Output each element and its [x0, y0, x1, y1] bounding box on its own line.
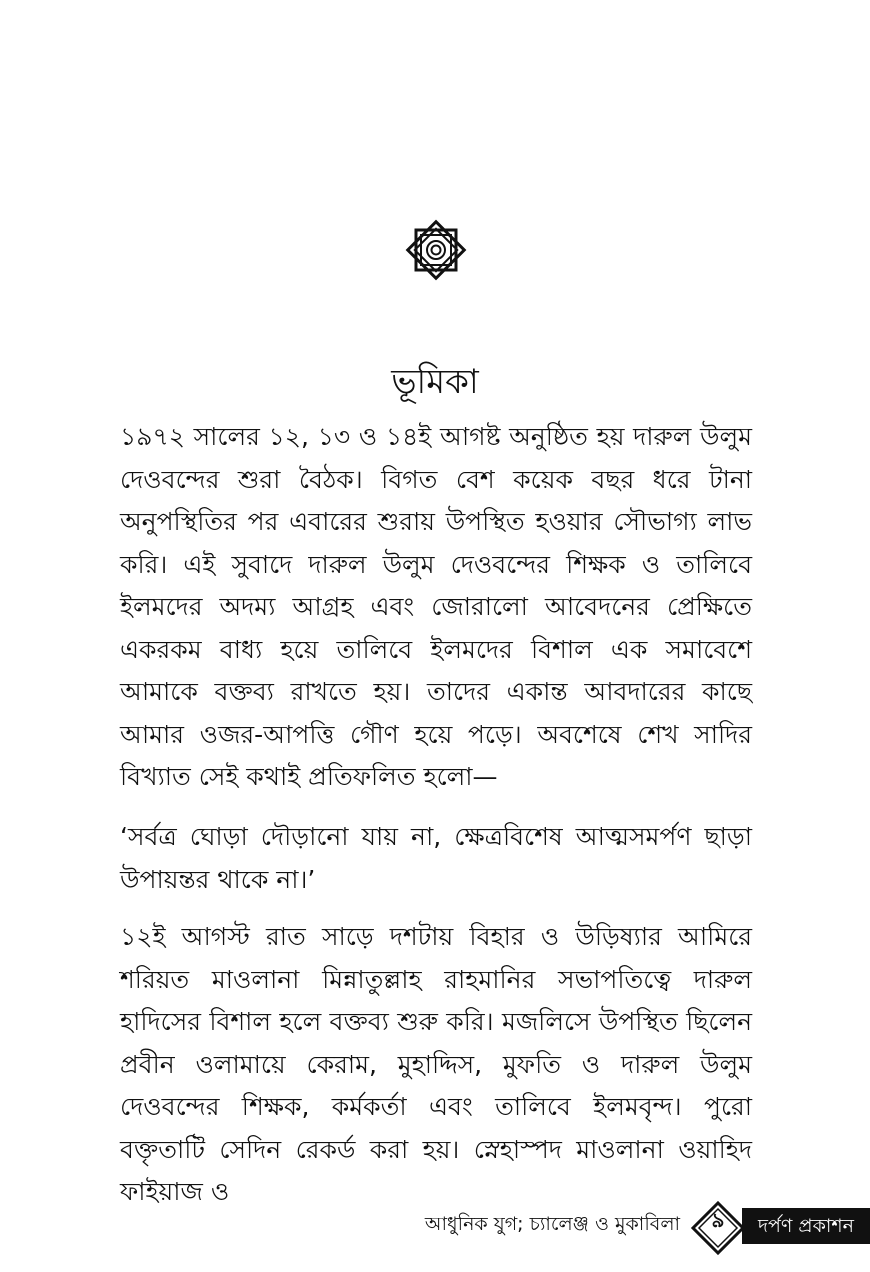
publisher-label: দর্পণ প্রকাশন [742, 1208, 870, 1244]
quote-paragraph: ‘সর্বত্র ঘোড়া দৌড়ানো যায় না, ক্ষেত্রবিশেষ আত্মসমর্পণ ছাড়া উপায়ন্তর থাকে না।’ [120, 822, 752, 894]
footer-book-title: আধুনিক যুগ; চ্যালেঞ্জ ও মুকাবিলা [424, 1213, 680, 1235]
ornament-icon [400, 214, 472, 286]
page-number: ৯ [711, 1208, 725, 1232]
paragraph: ১২ই আগস্ট রাত সাড়ে দশটায় বিহার ও উড়িষ্যার আমিরে শরিয়ত মাওলানা মিন্নাতুল্লাহ রাহমানির সভাপতিত্বে দারুল হাদিসের বিশাল হলে বক্তব্য শুরু করি। মজলিসে উপস্থিত ছিলেন প্রবীন ওলামায়ে কেরাম, মুহাদ্দিস, মুফতি ও দারুল উলুম দেওবন্দের শিক্ষক, কর্মকর্তা এবং তালিবে ইলমবৃন্দ। পুরো বক্তৃতাটি সেদিন রেকর্ড করা হয়। স্নেহাস্পদ মাওলানা ওয়াহিদ ফাইয়াজ ও [120, 922, 752, 1206]
paragraph: ১৯৭২ সালের ১২, ১৩ ও ১৪ই আগষ্ট অনুষ্ঠিত হয় দারুল উলুম দেওবন্দের শুরা বৈঠক। বিগত বেশ কয়েক বছর ধরে টানা অনুপস্থিতির পর এবারের শুরায় উপস্থিত হওয়ার সৌভাগ্য লাভ করি। এই সুবাদে দারুল উলুম দেওবন্দের শিক্ষক ও তালিবে ইলমদের অদম্য আগ্রহ এবং জোরালো আবেদনের প্রেক্ষিতে একরকম বাধ্য হয়ে তালিবে ইলমদের বিশাল এক সমাবেশে আমাকে বক্তব্য রাখতে হয়। তাদের একান্ত আবদারের কাছে আমার ওজর-আপত্তি গৌণ হয়ে পড়ে। অবশেষে শেখ সাদির বিখ্যাত সেই কথাই প্রতিফলিত হলো— [120, 422, 752, 791]
page-footer [0, 1200, 870, 1272]
page-title: ভূমিকা [391, 362, 479, 402]
